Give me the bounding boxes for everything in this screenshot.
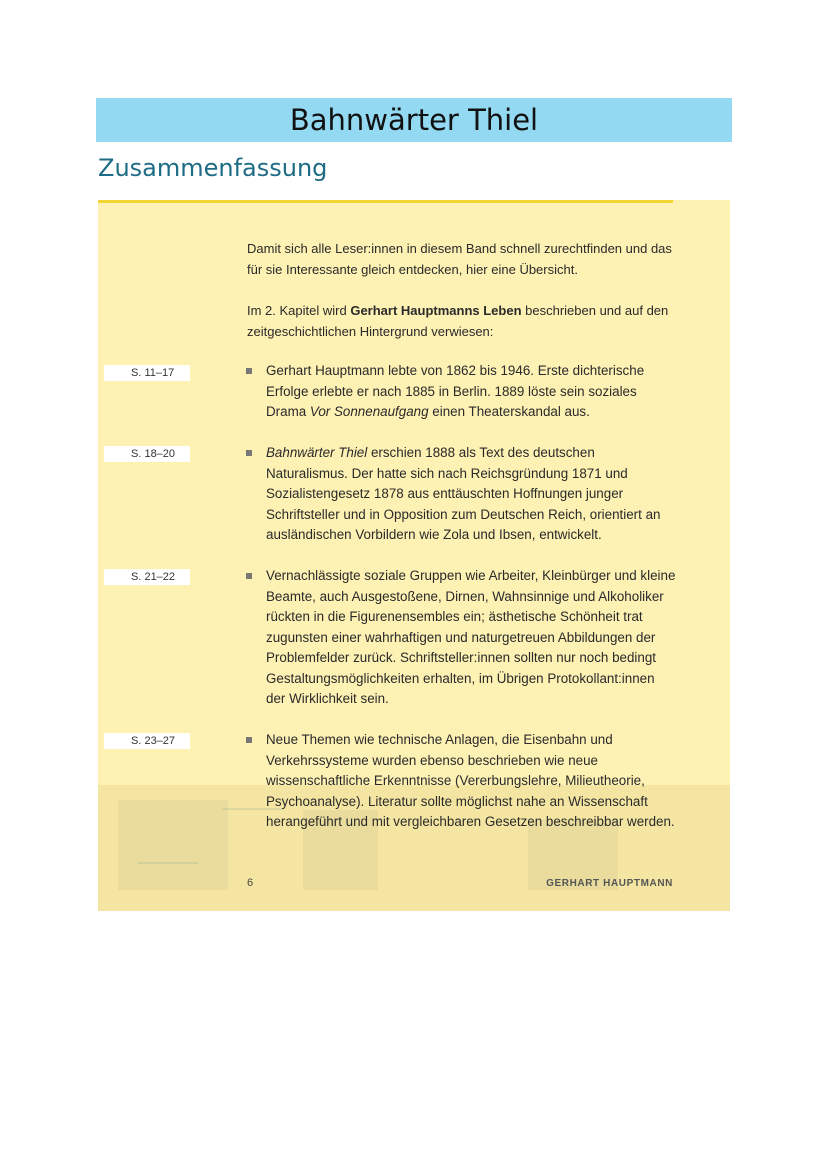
page-reference: S. 11–17 — [104, 365, 190, 381]
show-through-block — [118, 800, 228, 890]
work-title: Bahnwärter Thiel — [266, 445, 368, 460]
bullet-icon — [246, 573, 252, 579]
summary-item: Neue Themen wie technische Anlagen, die Eisenbahn und Verkehrssysteme wurden ebenso beschrieben wie neue wissenschaftliche Erkenntnisse (Vererbungslehre, Milieutheorie, Psychoanalyse). Literatur sollte möglichst nahe an Wissenschaft herangeführt und mit vergleichbaren Gesetzen beschreibbar werden. — [266, 732, 675, 829]
document-title: Bahnwärter Thiel — [289, 103, 539, 137]
scanned-book-page — [98, 200, 730, 911]
title-banner — [96, 98, 732, 142]
summary-item: Bahnwärter Thiel erschien 1888 als Text des deutschen Naturalismus. Der hatte sich nach Reichsgründung 1871 und Sozialistengesetz 1878 aus enttäuschten Hoffnungen junger Schriftsteller und in Opposition zum Deutschen Reich, orientiert an ausländischen Vorbildern wie Zola und Ibsen, entwickelt. — [266, 445, 661, 542]
show-through-line — [138, 862, 198, 864]
bullet-icon — [246, 450, 252, 456]
intro-paragraph: Damit sich alle Leser:innen in diesem Band schnell zurechtfinden und das für sie Interessante gleich entdecken, hier eine Übersicht. — [247, 241, 672, 277]
highlight-bold: Gerhart Hauptmanns Leben — [350, 303, 522, 318]
page-number: 6 — [247, 877, 254, 889]
summary-item: Gerhart Hauptmann lebte von 1862 bis 1946. Erste dichterische Erfolge erlebte er nach 1885 in Berlin. 1889 löste sein soziales Drama Vor Sonnenaufgang einen Theaterskandal aus. — [266, 363, 645, 419]
page-reference: S. 21–22 — [104, 569, 190, 585]
intro-chapter-paragraph: Im 2. Kapitel wird Gerhart Hauptmanns Leben beschrieben und auf den zeitgeschichtlichen Hintergrund verwiesen: — [247, 303, 669, 339]
page-reference: S. 23–27 — [104, 733, 190, 749]
work-title: Vor Sonnenaufgang — [309, 404, 429, 419]
summary-item: Vernachlässigte soziale Gruppen wie Arbeiter, Kleinbürger und kleine Beamte, auch Ausgestoßene, Dirnen, Wahnsinnige und Alkoholiker rückten in die Figurenensembles ein; ästhetische Schönheit trat zugunsten einer wahrhaftigen und naturgetreuen Abbildungen der Problemfelder zurück. Schriftsteller:innen sollten nur noch bedingt Gestaltungsmöglichkeiten erhalten, im Übrigen Protokollant:innen der Wirklichkeit sein. — [266, 568, 676, 706]
bullet-icon — [246, 737, 252, 743]
page-top-rule — [98, 200, 673, 203]
running-footer-author: GERHART HAUPTMANN — [546, 878, 673, 889]
bullet-icon — [246, 368, 252, 374]
page-reference: S. 18–20 — [104, 446, 190, 462]
section-subtitle: Zusammenfassung — [98, 154, 328, 182]
